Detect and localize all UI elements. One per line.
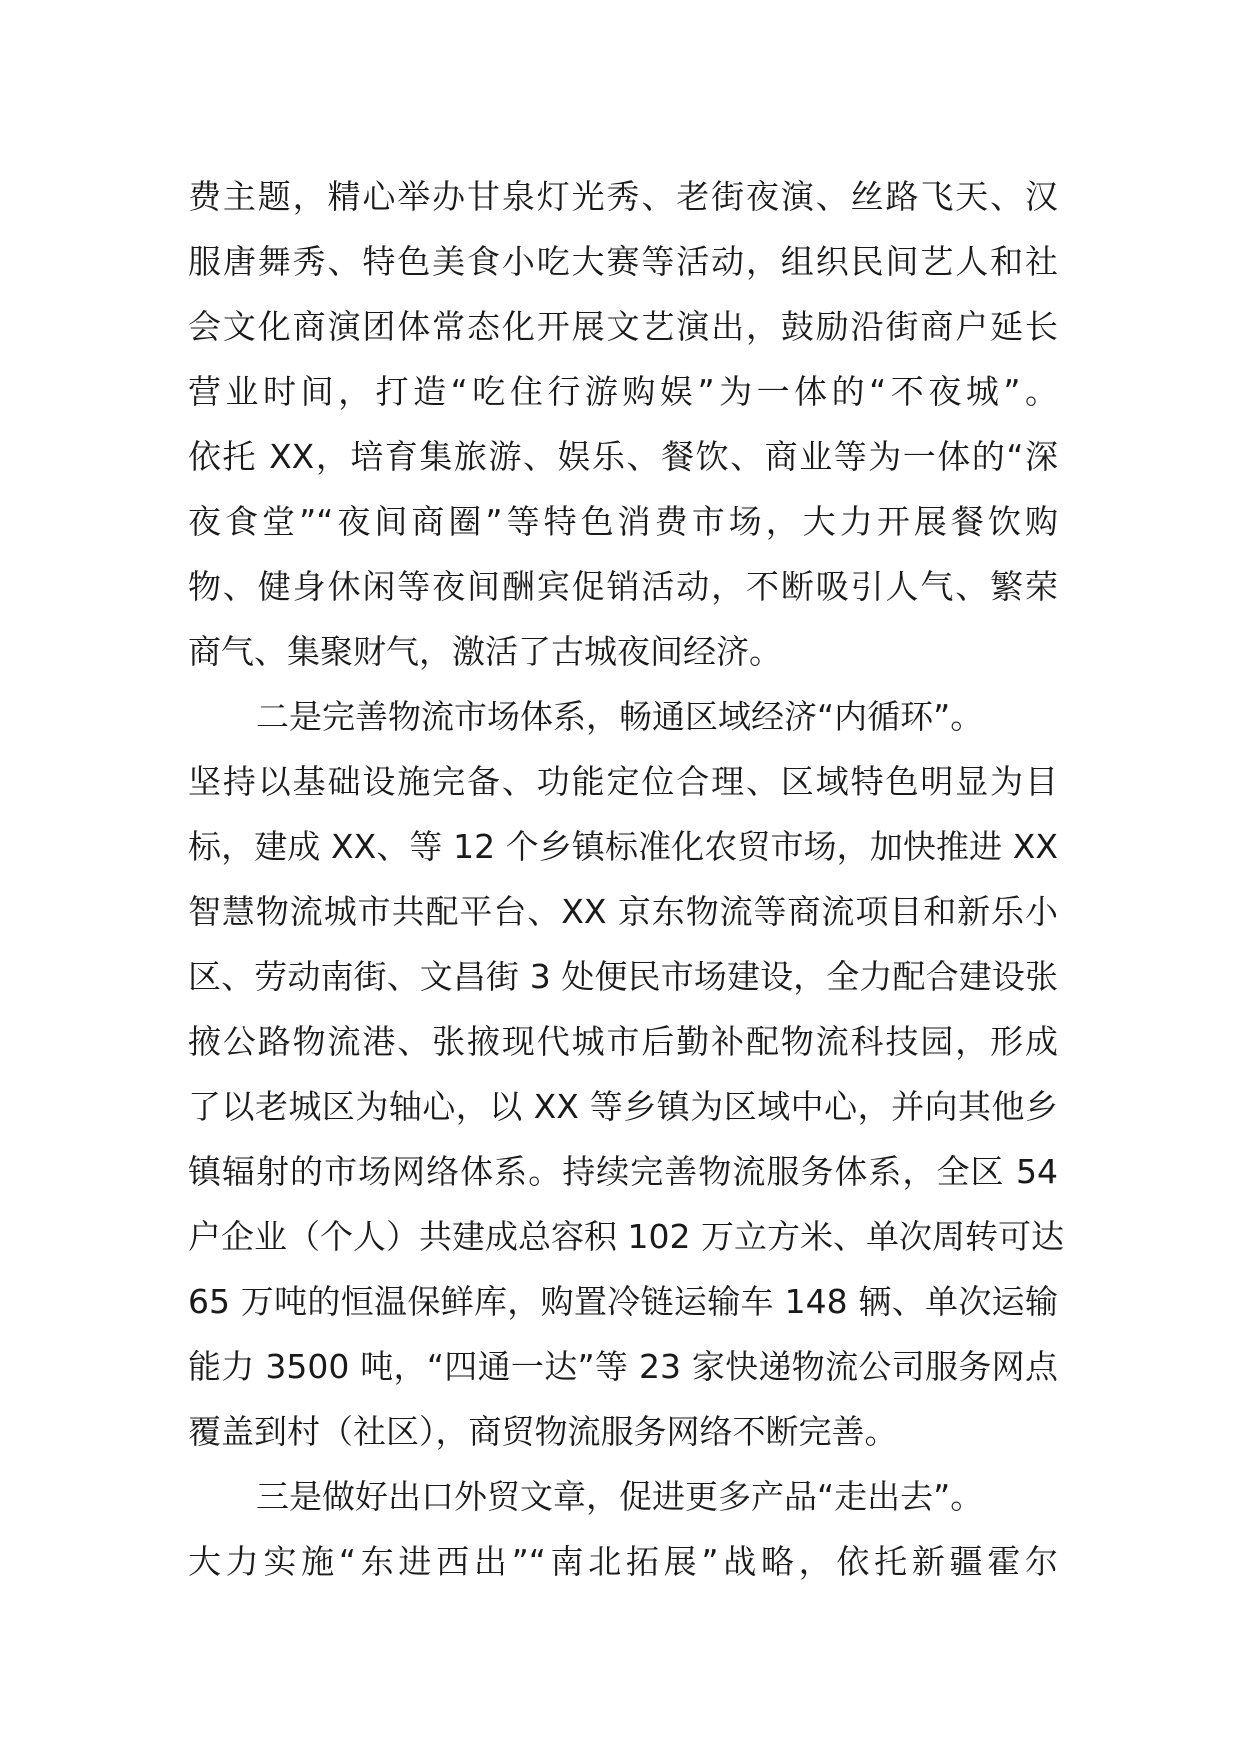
text-line: 智慧物流城市共配平台、XX 京东物流等商流项目和新乐小: [188, 892, 1058, 931]
text-line: 商气、集聚财气，激活了古城夜间经济。: [188, 632, 782, 671]
text-line: 物、健身休闲等夜间酬宾促销活动，不断吸引人气、繁荣: [188, 567, 1058, 606]
text-line: 掖公路物流港、张掖现代城市后勤补配物流科技园，形成: [188, 1022, 1058, 1061]
text-line: 能力 3500 吨，“四通一达”等 23 家快递物流公司服务网点: [188, 1347, 1058, 1386]
text-line: 覆盖到村（社区），商贸物流服务网络不断完善。: [188, 1412, 898, 1451]
text-line: 费主题，精心举办甘泉灯光秀、老街夜演、丝路飞天、汉: [188, 177, 1058, 216]
text-line: 服唐舞秀、特色美食小吃大赛等活动，组织民间艺人和社: [188, 242, 1058, 281]
text-line: 了以老城区为轴心，以 XX 等乡镇为区域中心，并向其他乡: [188, 1087, 1058, 1126]
text-line: 依托 XX，培育集旅游、娱乐、餐饮、商业等为一体的“深: [188, 437, 1058, 476]
text-line: 标，建成 XX、等 12 个乡镇标准化农贸市场，加快推进 XX: [188, 827, 1058, 866]
text-line: 坚持以基础设施完备、功能定位合理、区域特色明显为目: [188, 762, 1058, 801]
paragraph-logistics: [188, 684, 1064, 1464]
text-line: 区、劳动南街、文昌街 3 处便民市场建设，全力配合建设张: [188, 957, 1058, 996]
paragraph-export-trade: [188, 1464, 1058, 1594]
paragraph-heading-line: 三是做好出口外贸文章，促进更多产品“走出去”。: [256, 1477, 984, 1516]
body-text: [188, 164, 1064, 1594]
text-line: 夜食堂”“夜间商圈”等特色消费市场，大力开展餐饮购: [188, 502, 1058, 541]
paragraph-heading-line: 二是完善物流市场体系，畅通区域经济“内循环”。: [256, 697, 984, 736]
text-line: 户企业（个人）共建成总容积 102 万立方米、单次周转可达: [188, 1217, 1064, 1256]
text-line: 大力实施“东进西出”“南北拓展”战略，依托新疆霍尔: [188, 1542, 1058, 1581]
text-line: 会文化商演团体常态化开展文艺演出，鼓励沿街商户延长: [188, 307, 1058, 346]
text-line: 65 万吨的恒温保鲜库，购置冷链运输车 148 辆、单次运输: [188, 1282, 1058, 1321]
paragraph-night-economy: [188, 164, 1058, 684]
text-line: 镇辐射的市场网络体系。持续完善物流服务体系，全区 54: [188, 1152, 1058, 1191]
text-line: 营业时间，打造“吃住行游购娱”为一体的“不夜城”。: [188, 372, 1058, 411]
